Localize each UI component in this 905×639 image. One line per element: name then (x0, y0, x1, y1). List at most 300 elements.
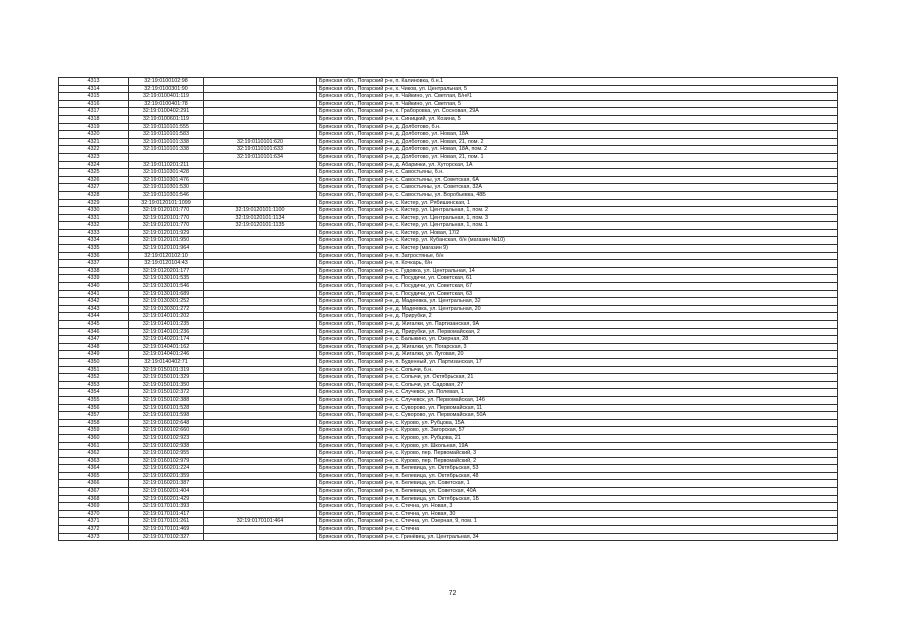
address-cell: Брянская обл., Погарский р-н, с. Кистер, ул. Новая, 17/2 (317, 229, 838, 237)
cadastral-number-cell: 32:19:0160201:387 (129, 480, 204, 488)
address-cell: Брянская обл., Погарский р-н, с. Курово, ул. Загорская, 57 (317, 427, 838, 435)
premises-number-cell (204, 358, 317, 366)
premises-number-cell: 32:19:0120101:1100 (204, 207, 317, 215)
cadastral-number-cell: 32:19:0140401:246 (129, 351, 204, 359)
address-cell: Брянская обл., Погарский р-н, с. Стечна, ул. Озерная, 9, пом. 1 (317, 518, 838, 526)
premises-number-cell (204, 351, 317, 359)
address-cell: Брянская обл., Погарский р-н, с. Савостьяны, ул. Воробьевка, 48Б (317, 191, 838, 199)
row-number-cell: 4320 (59, 131, 129, 139)
address-cell: Брянская обл., Погарский р-н, с. Случевск, ул. Полевая, 1 (317, 389, 838, 397)
address-cell: Брянская обл., Погарский р-н, п. Белевица, ул. Советская, 40А (317, 488, 838, 496)
premises-number-cell (204, 465, 317, 473)
row-number-cell: 4317 (59, 108, 129, 116)
table-row (59, 184, 838, 192)
address-cell: Брянская обл., Погарский р-н, с. Суворово, ул. Первомайская, 11 (317, 404, 838, 412)
cadastral-number-cell: 32:19:0130101:535 (129, 275, 204, 283)
address-cell: Брянская обл., Погарский р-н, п. Затростянье, б/н (317, 252, 838, 260)
cadastral-number-cell: 32:19:0100301:90 (129, 85, 204, 93)
premises-number-cell: 32:19:0110101:633 (204, 146, 317, 154)
address-cell: Брянская обл., Погарский р-н, д. Долботово, ул. Новая, 18А (317, 131, 838, 139)
address-cell: Брянская обл., Погарский р-н, с. Стечна, ул. Новая, 30 (317, 510, 838, 518)
row-number-cell: 4318 (59, 115, 129, 123)
cadastral-number-cell: 32:19:0170101:469 (129, 526, 204, 534)
table-row (59, 78, 838, 86)
table-row (59, 526, 838, 534)
cadastral-number-cell: 32:19:0160101:598 (129, 412, 204, 420)
row-number-cell: 4359 (59, 427, 129, 435)
address-cell: Брянская обл., Погарский р-н, д. Абаринки, ул. Хуторская, 1А (317, 161, 838, 169)
premises-number-cell (204, 237, 317, 245)
cadastral-number-cell: 32:19:0150101:329 (129, 374, 204, 382)
table-row (59, 123, 838, 131)
table-row (59, 465, 838, 473)
cadastral-number-cell: 32:19:0140401:162 (129, 343, 204, 351)
premises-number-cell (204, 283, 317, 291)
table-row (59, 480, 838, 488)
row-number-cell: 4373 (59, 533, 129, 541)
address-cell: Брянская обл., Погарский р-н, с. Курово, ул. Рубцова, 15А (317, 419, 838, 427)
premises-number-cell (204, 131, 317, 139)
cadastral-number-cell: 32:19:0150102:372 (129, 389, 204, 397)
cadastral-number-cell: 32:19:0130301:252 (129, 298, 204, 306)
cadastral-number-cell: 32:19:0120101:770 (129, 207, 204, 215)
premises-number-cell (204, 108, 317, 116)
cadastral-number-cell (129, 153, 204, 161)
premises-number-cell (204, 336, 317, 344)
cadastral-number-cell: 32:19:0120101:964 (129, 245, 204, 253)
table-row (59, 434, 838, 442)
row-number-cell: 4323 (59, 153, 129, 161)
table-row (59, 237, 838, 245)
table-row (59, 176, 838, 184)
table-row (59, 85, 838, 93)
row-number-cell: 4333 (59, 229, 129, 237)
premises-number-cell (204, 260, 317, 268)
table-row (59, 503, 838, 511)
cadastral-number-cell: 32:19:0110301:428 (129, 169, 204, 177)
address-cell: Брянская обл., Погарский р-н, д. Мадеевка, ул. Центральная, 32 (317, 298, 838, 306)
table-row (59, 115, 838, 123)
cadastral-number-cell: 32:19:0160102:979 (129, 457, 204, 465)
row-number-cell: 4319 (59, 123, 129, 131)
row-number-cell: 4349 (59, 351, 129, 359)
address-cell: Брянская обл., Погарский р-н, п. Буденный, ул. Партизанская, 17 (317, 358, 838, 366)
table-row (59, 412, 838, 420)
row-number-cell: 4316 (59, 100, 129, 108)
address-cell: Брянская обл., Погарский р-н, с. Случевск, ул. Первомайская, 14б (317, 396, 838, 404)
table-row (59, 442, 838, 450)
registry-table-body (59, 78, 838, 541)
table-row (59, 260, 838, 268)
premises-number-cell (204, 321, 317, 329)
premises-number-cell (204, 290, 317, 298)
cadastral-number-cell: 32:19:0170102:327 (129, 533, 204, 541)
table-row (59, 389, 838, 397)
address-cell: Брянская обл., Погарский р-н, п. Белевица, ул. Советская, 1 (317, 480, 838, 488)
address-cell: Брянская обл., Погарский р-н, с. Кистер, ул. Центральная, 1, пом. 1 (317, 222, 838, 230)
address-cell: Брянская обл., Погарский р-н, с. Сопычи, ул. Садовая, 27 (317, 381, 838, 389)
premises-number-cell (204, 488, 317, 496)
cadastral-number-cell: 32:19:0150102:388 (129, 396, 204, 404)
cadastral-number-cell: 32:19:0160201:429 (129, 495, 204, 503)
cadastral-number-cell: 32:19:0120101:929 (129, 229, 204, 237)
row-number-cell: 4330 (59, 207, 129, 215)
premises-number-cell (204, 434, 317, 442)
premises-number-cell (204, 298, 317, 306)
row-number-cell: 4314 (59, 85, 129, 93)
row-number-cell: 4354 (59, 389, 129, 397)
cadastral-number-cell: 32:19:0170101:393 (129, 503, 204, 511)
row-number-cell: 4350 (59, 358, 129, 366)
address-cell: Брянская обл., Погарский р-н, х. Чиков, ул. Центральная, 5 (317, 85, 838, 93)
table-row (59, 427, 838, 435)
row-number-cell: 4327 (59, 184, 129, 192)
address-cell: Брянская обл., Погарский р-н, д. Прирубки, 2 (317, 313, 838, 321)
table-row (59, 328, 838, 336)
cadastral-number-cell: 32:19:0110301:476 (129, 176, 204, 184)
address-cell: Брянская обл., Погарский р-н, п. Кочкарь, б/н (317, 260, 838, 268)
table-row (59, 450, 838, 458)
premises-number-cell (204, 123, 317, 131)
table-row (59, 305, 838, 313)
row-number-cell: 4371 (59, 518, 129, 526)
row-number-cell: 4365 (59, 472, 129, 480)
address-cell: Брянская обл., Погарский р-н, д. Прирубки, ул. Первомайская, 2 (317, 328, 838, 336)
premises-number-cell (204, 396, 317, 404)
table-row (59, 321, 838, 329)
row-number-cell: 4360 (59, 434, 129, 442)
premises-number-cell: 32:19:0120101:1134 (204, 214, 317, 222)
table-row (59, 533, 838, 541)
table-row (59, 138, 838, 146)
premises-number-cell (204, 93, 317, 101)
cadastral-number-cell: 32:19:0100601:119 (129, 115, 204, 123)
cadastral-number-cell: 32:19:0140201:174 (129, 336, 204, 344)
premises-number-cell (204, 472, 317, 480)
premises-number-cell (204, 229, 317, 237)
row-number-cell: 4348 (59, 343, 129, 351)
address-cell: Брянская обл., Погарский р-н, с. Курово, пер. Первомайский, 3 (317, 450, 838, 458)
premises-number-cell: 32:19:0170101:464 (204, 518, 317, 526)
premises-number-cell (204, 374, 317, 382)
table-row (59, 396, 838, 404)
cadastral-number-cell: 32:19:0100401:78 (129, 100, 204, 108)
premises-number-cell (204, 176, 317, 184)
address-cell: Брянская обл., Погарский р-н, д. Долботово, ул. Новая, 21, пом. 1 (317, 153, 838, 161)
cadastral-number-cell: 32:19:0160201:359 (129, 472, 204, 480)
row-number-cell: 4313 (59, 78, 129, 86)
table-row (59, 275, 838, 283)
row-number-cell: 4352 (59, 374, 129, 382)
table-row (59, 214, 838, 222)
table-row (59, 100, 838, 108)
table-row (59, 108, 838, 116)
premises-number-cell (204, 503, 317, 511)
cadastral-number-cell: 32:19:0170101:417 (129, 510, 204, 518)
address-cell: Брянская обл., Погарский р-н, д. Жигалки, ул. Луговая, 20 (317, 351, 838, 359)
cadastral-number-cell: 32:19:0140101:202 (129, 313, 204, 321)
premises-number-cell (204, 184, 317, 192)
cadastral-number-cell: 32:19:0120104:43 (129, 260, 204, 268)
table-row (59, 131, 838, 139)
page-number: 72 (448, 590, 457, 597)
address-cell: Брянская обл., Погарский р-н, с. Посудичи, ул. Советская, 63 (317, 290, 838, 298)
address-cell: Брянская обл., Погарский р-н, с. Курово, ул. Школьная, 19А (317, 442, 838, 450)
cadastral-number-cell: 32:19:0140101:235 (129, 321, 204, 329)
address-cell: Брянская обл., Погарский р-н, п. Чайкино, ул. Светлая, Б/н#1 (317, 93, 838, 101)
table-row (59, 336, 838, 344)
address-cell: Брянская обл., Погарский р-н, п. Белевица, ул. Октябрьская, 53 (317, 465, 838, 473)
address-cell: Брянская обл., Погарский р-н, д. Мадеевка, ул. Центральная, 20 (317, 305, 838, 313)
row-number-cell: 4370 (59, 510, 129, 518)
cadastral-number-cell: 32:19:0110101:583 (129, 131, 204, 139)
cadastral-number-cell: 32:19:0110301:546 (129, 191, 204, 199)
premises-number-cell (204, 457, 317, 465)
table-row (59, 298, 838, 306)
address-cell: Брянская обл., Погарский р-н, с. Сопычи, ул. Октябрьская, 21 (317, 374, 838, 382)
table-row (59, 199, 838, 207)
cadastral-number-cell: 32:19:0130101:689 (129, 290, 204, 298)
premises-number-cell (204, 404, 317, 412)
cadastral-number-cell: 32:19:0170101:261 (129, 518, 204, 526)
row-number-cell: 4343 (59, 305, 129, 313)
row-number-cell: 4324 (59, 161, 129, 169)
address-cell: Брянская обл., Погарский р-н, д. Долботово, ул. Новая, 21, пом. 2 (317, 138, 838, 146)
table-row (59, 510, 838, 518)
cadastral-number-cell: 32:19:0110101:338 (129, 146, 204, 154)
cadastral-number-cell: 32:19:0120101:950 (129, 237, 204, 245)
premises-number-cell (204, 252, 317, 260)
premises-number-cell (204, 245, 317, 253)
table-row (59, 93, 838, 101)
cadastral-number-cell: 32:19:0110201:211 (129, 161, 204, 169)
table-row (59, 488, 838, 496)
address-cell: Брянская обл., Погарский р-н, п. Калиновка, б.н.1 (317, 78, 838, 86)
row-number-cell: 4338 (59, 267, 129, 275)
table-row (59, 229, 838, 237)
row-number-cell: 4344 (59, 313, 129, 321)
row-number-cell: 4366 (59, 480, 129, 488)
premises-number-cell (204, 510, 317, 518)
address-cell: Брянская обл., Погарский р-н, с. Суворово, ул. Первомайская, 50А (317, 412, 838, 420)
premises-number-cell (204, 427, 317, 435)
table-row (59, 290, 838, 298)
row-number-cell: 4367 (59, 488, 129, 496)
row-number-cell: 4339 (59, 275, 129, 283)
premises-number-cell (204, 199, 317, 207)
cadastral-number-cell: 32:19:0130101:546 (129, 283, 204, 291)
row-number-cell: 4321 (59, 138, 129, 146)
premises-number-cell (204, 78, 317, 86)
address-cell: Брянская обл., Погарский р-н, х. Синицкий, ул. Козина, 5 (317, 115, 838, 123)
address-cell: Брянская обл., Погарский р-н, д. Жигалки, ул. Погарская, 3 (317, 343, 838, 351)
cadastral-number-cell: 32:19:0160101:528 (129, 404, 204, 412)
premises-number-cell (204, 191, 317, 199)
cadastral-number-cell: 32:19:0120102:10 (129, 252, 204, 260)
row-number-cell: 4332 (59, 222, 129, 230)
cadastral-number-cell: 32:19:0160102:660 (129, 427, 204, 435)
row-number-cell: 4328 (59, 191, 129, 199)
cadastral-number-cell: 32:19:0140402:71 (129, 358, 204, 366)
table-row (59, 381, 838, 389)
cadastral-number-cell: 32:19:0100102:98 (129, 78, 204, 86)
address-cell: Брянская обл., Погарский р-н, с. Кистер, ул. Рябишинская, 1 (317, 199, 838, 207)
premises-number-cell (204, 412, 317, 420)
address-cell: Брянская обл., Погарский р-н, с. Сопычи, б.н. (317, 366, 838, 374)
address-cell: Брянская обл., Погарский р-н, х. Граборовка, ул. Сосновая, 29А (317, 108, 838, 116)
cadastral-number-cell: 32:19:0160201:224 (129, 465, 204, 473)
row-number-cell: 4326 (59, 176, 129, 184)
address-cell: Брянская обл., Погарский р-н, с. Стечна, ул. Новая, 3 (317, 503, 838, 511)
cadastral-number-cell: 32:19:0160201:404 (129, 488, 204, 496)
cadastral-number-cell: 32:19:0110101:338 (129, 138, 204, 146)
row-number-cell: 4346 (59, 328, 129, 336)
table-row (59, 374, 838, 382)
table-row (59, 404, 838, 412)
cadastral-number-cell: 32:19:0120101:1099 (129, 199, 204, 207)
premises-number-cell (204, 328, 317, 336)
row-number-cell: 4347 (59, 336, 129, 344)
premises-number-cell: 32:19:0110101:634 (204, 153, 317, 161)
row-number-cell: 4334 (59, 237, 129, 245)
address-cell: Брянская обл., Погарский р-н, д. Долботово, ул. Новая, 18А, пом. 2 (317, 146, 838, 154)
row-number-cell: 4353 (59, 381, 129, 389)
row-number-cell: 4337 (59, 260, 129, 268)
premises-number-cell (204, 267, 317, 275)
address-cell: Брянская обл., Погарский р-н, с. Курово, пер. Первомайский, 2 (317, 457, 838, 465)
address-cell: Брянская обл., Погарский р-н, д. Жигалки, ул. Партизанская, 9А (317, 321, 838, 329)
row-number-cell: 4356 (59, 404, 129, 412)
premises-number-cell (204, 389, 317, 397)
table-row (59, 495, 838, 503)
premises-number-cell (204, 115, 317, 123)
cadastral-number-cell: 32:19:0120101:770 (129, 214, 204, 222)
cadastral-number-cell: 32:19:0110301:530 (129, 184, 204, 192)
premises-number-cell (204, 85, 317, 93)
table-row (59, 146, 838, 154)
table-row (59, 252, 838, 260)
row-number-cell: 4357 (59, 412, 129, 420)
table-row (59, 457, 838, 465)
address-cell: Брянская обл., Погарский р-н, с. Кистер, ул. Кубанская, б/н (магазин №10) (317, 237, 838, 245)
cadastral-number-cell: 32:19:0100401:119 (129, 93, 204, 101)
address-cell: Брянская обл., Погарский р-н, п. Белевица, ул. Октябрьская, 1Б (317, 495, 838, 503)
table-row (59, 313, 838, 321)
registry-table (58, 77, 838, 541)
row-number-cell: 4351 (59, 366, 129, 374)
premises-number-cell (204, 169, 317, 177)
row-number-cell: 4335 (59, 245, 129, 253)
row-number-cell: 4336 (59, 252, 129, 260)
row-number-cell: 4361 (59, 442, 129, 450)
table-row (59, 343, 838, 351)
table-row (59, 207, 838, 215)
cadastral-number-cell: 32:19:0130301:272 (129, 305, 204, 313)
row-number-cell: 4364 (59, 465, 129, 473)
premises-number-cell (204, 419, 317, 427)
cadastral-number-cell: 32:19:0120101:770 (129, 222, 204, 230)
premises-number-cell (204, 275, 317, 283)
table-row (59, 366, 838, 374)
address-cell: Брянская обл., Погарский р-н, п. Чайкино, ул. Светлая, 5 (317, 100, 838, 108)
cadastral-number-cell: 32:19:0160102:648 (129, 419, 204, 427)
row-number-cell: 4342 (59, 298, 129, 306)
address-cell: Брянская обл., Погарский р-н, с. Савостьяны, б.н. (317, 169, 838, 177)
address-cell: Брянская обл., Погарский р-н, с. Гудовка, ул. Центральная, 14 (317, 267, 838, 275)
address-cell: Брянская обл., Погарский р-н, с. Савостьяны, ул. Советская, 32А (317, 184, 838, 192)
address-cell: Брянская обл., Погарский р-н, п. Белевица, ул. Октябрьская, 48 (317, 472, 838, 480)
cadastral-number-cell: 32:19:0160102:938 (129, 442, 204, 450)
table-row (59, 153, 838, 161)
row-number-cell: 4315 (59, 93, 129, 101)
table-row (59, 351, 838, 359)
premises-number-cell (204, 495, 317, 503)
address-cell: Брянская обл., Погарский р-н, с. Кистер, ул. Центральная, 1, пом. 3 (317, 214, 838, 222)
cadastral-number-cell: 32:19:0160102:955 (129, 450, 204, 458)
table-row (59, 419, 838, 427)
row-number-cell: 4362 (59, 450, 129, 458)
premises-number-cell (204, 366, 317, 374)
premises-number-cell (204, 533, 317, 541)
row-number-cell: 4369 (59, 503, 129, 511)
premises-number-cell: 32:19:0120101:1135 (204, 222, 317, 230)
table-row (59, 518, 838, 526)
cadastral-number-cell: 32:19:0160102:923 (129, 434, 204, 442)
address-cell: Брянская обл., Погарский р-н, с. Кистер (магазин 9) (317, 245, 838, 253)
table-row (59, 472, 838, 480)
row-number-cell: 4368 (59, 495, 129, 503)
address-cell: Брянская обл., Погарский р-н, с. Гринёвец, ул. Центральная, 34 (317, 533, 838, 541)
cadastral-number-cell: 32:19:0150101:319 (129, 366, 204, 374)
premises-number-cell (204, 305, 317, 313)
cadastral-number-cell: 32:19:0140101:236 (129, 328, 204, 336)
premises-number-cell (204, 381, 317, 389)
row-number-cell: 4345 (59, 321, 129, 329)
premises-number-cell (204, 450, 317, 458)
table-row (59, 283, 838, 291)
address-cell: Брянская обл., Погарский р-н, с. Балыкино, ул. Озерная, 28 (317, 336, 838, 344)
table-row (59, 169, 838, 177)
premises-number-cell (204, 100, 317, 108)
premises-number-cell (204, 313, 317, 321)
premises-number-cell: 32:19:0110101:620 (204, 138, 317, 146)
premises-number-cell (204, 480, 317, 488)
address-cell: Брянская обл., Погарский р-н, с. Стечна (317, 526, 838, 534)
row-number-cell: 4329 (59, 199, 129, 207)
address-cell: Брянская обл., Погарский р-н, с. Курово, ул. Рубцова, 21 (317, 434, 838, 442)
table-row (59, 222, 838, 230)
address-cell: Брянская обл., Погарский р-н, с. Посудичи, ул. Советская, 61 (317, 275, 838, 283)
table-row (59, 191, 838, 199)
cadastral-number-cell: 32:19:0100402:291 (129, 108, 204, 116)
table-row (59, 267, 838, 275)
premises-number-cell (204, 161, 317, 169)
cadastral-number-cell: 32:19:0150101:350 (129, 381, 204, 389)
premises-number-cell (204, 526, 317, 534)
row-number-cell: 4340 (59, 283, 129, 291)
row-number-cell: 4341 (59, 290, 129, 298)
row-number-cell: 4358 (59, 419, 129, 427)
cadastral-number-cell: 32:19:0110101:555 (129, 123, 204, 131)
row-number-cell: 4331 (59, 214, 129, 222)
table-row (59, 161, 838, 169)
row-number-cell: 4372 (59, 526, 129, 534)
premises-number-cell (204, 442, 317, 450)
address-cell: Брянская обл., Погарский р-н, д. Долботово, б.н. (317, 123, 838, 131)
address-cell: Брянская обл., Погарский р-н, с. Посудичи, ул. Советская, 67 (317, 283, 838, 291)
table-row (59, 358, 838, 366)
row-number-cell: 4363 (59, 457, 129, 465)
